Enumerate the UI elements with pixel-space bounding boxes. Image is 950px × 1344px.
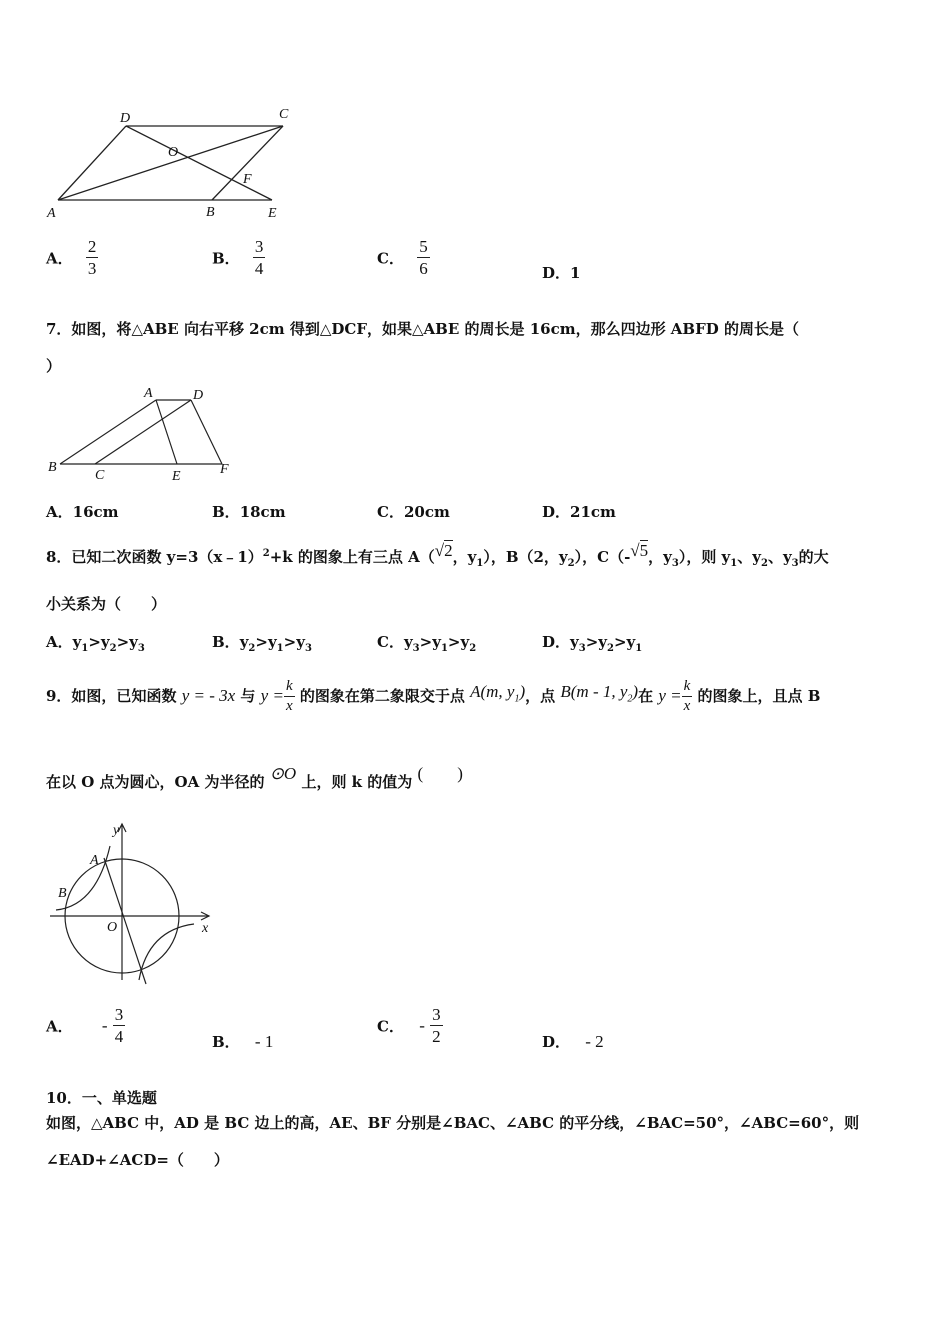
text: 9．如图，已知函数 bbox=[46, 687, 177, 705]
numerator: 3 bbox=[254, 237, 264, 256]
text: 的图象在第二象限交于点 bbox=[299, 687, 465, 705]
text: +k 的图象上有三点 A（ bbox=[269, 548, 435, 566]
label-A: A bbox=[144, 386, 153, 401]
q7-stem-line1: 7．如图，将△ABE 向右平移 2cm 得到△DCF，如果△ABE 的周长是 16cm，那么四边形 ABFD 的周长是（ bbox=[46, 320, 799, 338]
q9-option-a bbox=[46, 1006, 125, 1046]
text: 与 bbox=[240, 687, 256, 705]
segment-BA bbox=[60, 400, 156, 464]
figure-q6 bbox=[40, 100, 305, 225]
option-value: 1 bbox=[570, 264, 581, 282]
option-letter: B． bbox=[212, 1033, 240, 1051]
option-letter: C． bbox=[377, 1017, 404, 1036]
option-letter: A． bbox=[46, 503, 73, 521]
label-a: A bbox=[90, 853, 99, 868]
text: ，点 bbox=[525, 687, 556, 705]
option-letter: D． bbox=[542, 633, 571, 651]
function-lhs: y = bbox=[658, 686, 682, 705]
denominator: 4 bbox=[114, 1026, 124, 1046]
denominator: x bbox=[285, 698, 293, 714]
q8-stem-line1 bbox=[46, 540, 829, 578]
denominator: 4 bbox=[254, 258, 264, 278]
fraction-k-over-x bbox=[284, 679, 295, 715]
text: y bbox=[72, 633, 82, 651]
subscript: 1 bbox=[81, 643, 89, 654]
label-C: C bbox=[279, 107, 289, 122]
q7-option-b bbox=[212, 501, 286, 522]
text: >y bbox=[88, 633, 110, 651]
text: ），则 y bbox=[678, 548, 731, 566]
label-E: E bbox=[172, 469, 181, 484]
sqrt-2: √2 bbox=[434, 541, 453, 560]
label-F: F bbox=[243, 172, 252, 187]
option-letter: C． bbox=[377, 633, 404, 651]
subscript: 2 bbox=[109, 643, 117, 654]
subscript: 2 bbox=[469, 643, 477, 654]
label-x: x bbox=[202, 921, 209, 936]
subscript: 3 bbox=[304, 643, 312, 654]
text: 、y bbox=[737, 548, 761, 566]
text: ），C（- bbox=[574, 548, 631, 566]
point-b bbox=[560, 682, 639, 705]
segment-DF bbox=[191, 400, 222, 464]
label-B: B bbox=[206, 205, 215, 220]
q7-option-c bbox=[377, 501, 450, 522]
text: B(m - 1, y bbox=[560, 682, 628, 701]
text: 上，则 k 的值为 bbox=[301, 773, 413, 791]
q10-stem-line2: ∠EAD+∠ACD=（ ） bbox=[46, 1151, 229, 1169]
q9-stem-line1 bbox=[46, 667, 820, 732]
fraction-k-over-x bbox=[682, 679, 693, 715]
option-value: 16cm bbox=[72, 503, 119, 521]
q8-stem-line2: 小关系为（ ） bbox=[46, 595, 167, 613]
minus-sign: - bbox=[419, 1015, 425, 1035]
circle-o: ⊙O bbox=[269, 764, 297, 783]
subscript: 3 bbox=[137, 643, 145, 654]
function-lhs: y = bbox=[260, 686, 284, 705]
text: >y bbox=[585, 633, 607, 651]
text: >y bbox=[255, 633, 277, 651]
text: >y bbox=[613, 633, 636, 651]
option-value: 21cm bbox=[570, 503, 616, 521]
option-letter: B． bbox=[212, 503, 240, 521]
numerator: 3 bbox=[432, 1005, 441, 1024]
text: 、y bbox=[767, 548, 792, 566]
option-value: - 2 bbox=[585, 1032, 604, 1051]
option-letter: A． bbox=[46, 1017, 73, 1036]
text: 的大 bbox=[798, 548, 829, 566]
fraction bbox=[430, 1006, 443, 1046]
text: >y bbox=[419, 633, 441, 651]
subscript: 1 bbox=[440, 643, 448, 654]
subscript: 2 bbox=[760, 558, 768, 569]
fraction bbox=[113, 1006, 126, 1046]
label-D: D bbox=[120, 111, 131, 126]
superscript: 2 bbox=[262, 548, 270, 559]
q9-option-d bbox=[542, 1031, 604, 1052]
subscript: 1 bbox=[635, 643, 643, 654]
denominator: x bbox=[683, 698, 691, 714]
figure-q7 bbox=[44, 384, 239, 484]
q8-option-a bbox=[46, 631, 145, 654]
fraction bbox=[253, 238, 266, 278]
denominator: 2 bbox=[432, 1026, 441, 1046]
segment-CD bbox=[95, 400, 191, 464]
option-value: 18cm bbox=[239, 503, 286, 521]
subscript: 2 bbox=[248, 643, 256, 654]
subscript: 2 bbox=[627, 693, 633, 705]
q7-stem-line2: ） bbox=[46, 357, 62, 375]
label-O: O bbox=[168, 145, 179, 160]
q7-option-d bbox=[542, 501, 616, 522]
option-value: 20cm bbox=[403, 503, 450, 521]
sqrt-5: √5 bbox=[630, 541, 649, 560]
option-letter: A． bbox=[46, 633, 73, 651]
function-y-minus-3x: y = - 3x bbox=[181, 686, 236, 705]
option-letter: C． bbox=[377, 503, 404, 521]
q6-option-d bbox=[542, 262, 580, 283]
text: 的图象上，且点 B bbox=[697, 687, 821, 705]
text: A(m, y bbox=[470, 682, 515, 701]
option-letter: D． bbox=[542, 264, 571, 282]
fraction bbox=[86, 238, 99, 278]
subscript: 2 bbox=[567, 558, 575, 569]
text: ) bbox=[519, 682, 526, 701]
text: 在 bbox=[638, 687, 654, 705]
radicand: 5 bbox=[639, 541, 649, 560]
label-C: C bbox=[95, 468, 105, 483]
q8-option-b bbox=[212, 631, 312, 654]
label-F: F bbox=[220, 462, 229, 477]
numerator: 2 bbox=[87, 237, 97, 256]
segment-AE bbox=[156, 400, 177, 464]
text: 在以 O 点为圆心，OA 为半径的 bbox=[46, 773, 265, 791]
text: y bbox=[570, 633, 579, 651]
q10-header: 10．一、单选题 bbox=[46, 1089, 157, 1107]
subscript: 1 bbox=[730, 558, 738, 569]
numerator: 3 bbox=[114, 1005, 124, 1024]
subscript: 3 bbox=[578, 643, 586, 654]
figure-q9 bbox=[44, 818, 224, 990]
label-A: A bbox=[47, 206, 56, 221]
text: ，y bbox=[648, 548, 672, 566]
q6-option-c bbox=[377, 238, 430, 278]
option-letter: B． bbox=[212, 249, 240, 268]
text: y bbox=[239, 633, 249, 651]
numerator: 5 bbox=[419, 237, 428, 256]
subscript: 3 bbox=[412, 643, 420, 654]
q10-stem-line1: 如图，△ABC 中，AD 是 BC 边上的高，AE、BF 分别是∠BAC、∠ABC 的平分线，∠BAC=50°，∠ABC=60°，则 bbox=[46, 1114, 860, 1132]
subscript: 1 bbox=[476, 558, 484, 569]
denominator: 6 bbox=[419, 258, 428, 278]
option-letter: B． bbox=[212, 633, 240, 651]
text: >y bbox=[283, 633, 305, 651]
label-B: B bbox=[48, 460, 57, 475]
label-o: O bbox=[107, 920, 118, 935]
option-letter: D． bbox=[542, 503, 571, 521]
q8-option-c bbox=[377, 631, 476, 654]
option-value: - 1 bbox=[254, 1032, 274, 1051]
q8-option-d bbox=[542, 631, 642, 654]
subscript: 3 bbox=[791, 558, 799, 569]
option-letter: C． bbox=[377, 249, 404, 268]
numerator: k bbox=[682, 679, 693, 697]
q7-option-a bbox=[46, 501, 119, 522]
q9-stem-line2 bbox=[46, 762, 463, 802]
q6-option-a bbox=[46, 238, 98, 278]
label-b: B bbox=[58, 886, 67, 901]
text: ），B（2，y bbox=[483, 548, 568, 566]
label-y: y bbox=[113, 823, 120, 838]
radicand: 2 bbox=[444, 541, 453, 560]
text: ) bbox=[632, 682, 639, 701]
point-a bbox=[470, 682, 526, 705]
text: y bbox=[403, 633, 413, 651]
text: 8．已知二次函数 y=3（x﹣1） bbox=[46, 548, 263, 566]
option-letter: D． bbox=[542, 1033, 571, 1051]
label-E: E bbox=[268, 206, 277, 221]
q9-option-c bbox=[377, 1006, 443, 1046]
option-letter: A． bbox=[46, 249, 73, 268]
minus-sign: - bbox=[101, 1015, 108, 1035]
text: >y bbox=[116, 633, 138, 651]
subscript: 1 bbox=[276, 643, 284, 654]
subscript: 3 bbox=[671, 558, 679, 569]
text: ，y bbox=[452, 548, 477, 566]
subscript: 1 bbox=[514, 693, 520, 705]
label-D: D bbox=[193, 388, 204, 403]
subscript: 2 bbox=[607, 643, 614, 654]
text: >y bbox=[447, 633, 470, 651]
answer-blank: ( ) bbox=[417, 764, 463, 783]
q9-option-b bbox=[212, 1031, 273, 1052]
denominator: 3 bbox=[87, 258, 97, 278]
fraction bbox=[417, 238, 430, 278]
numerator: k bbox=[284, 679, 295, 697]
q6-option-b bbox=[212, 238, 265, 278]
